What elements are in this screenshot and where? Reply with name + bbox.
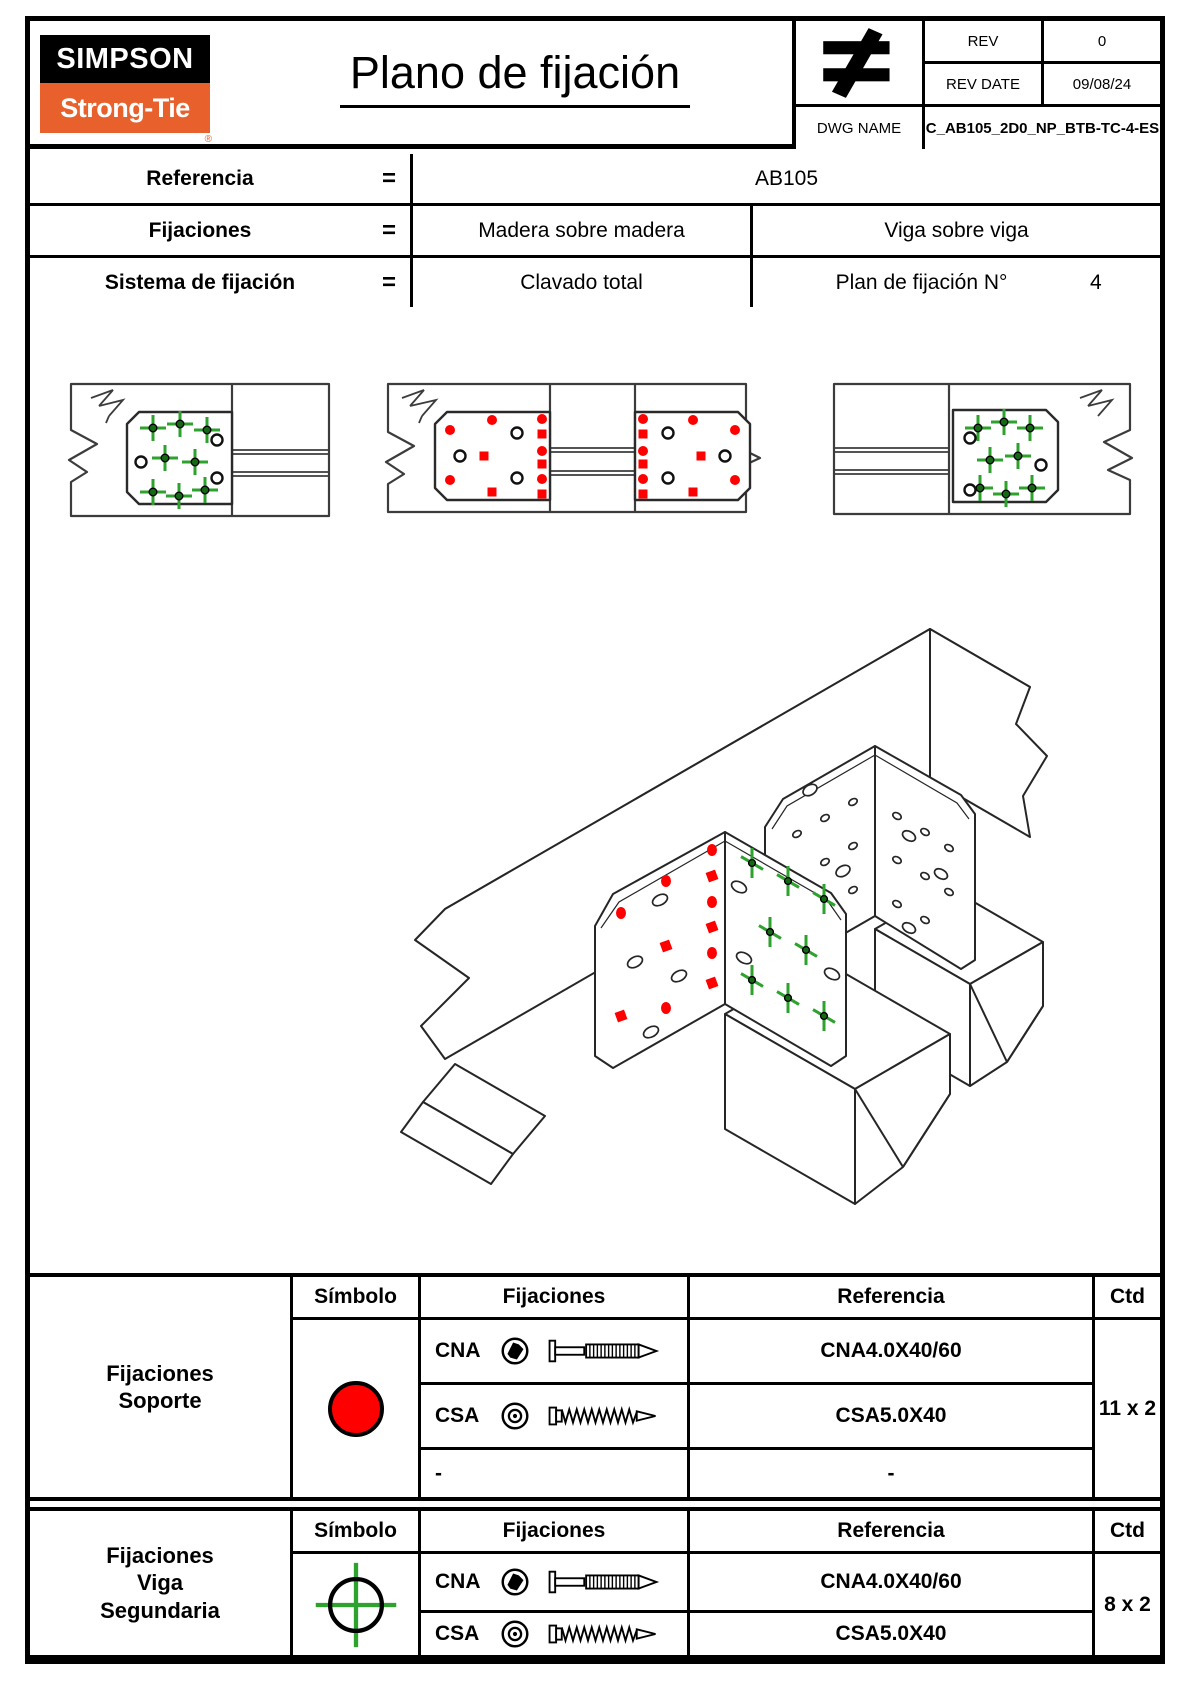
secondary-beam-fixings-table — [30, 1507, 1160, 1659]
info-value-fijaciones-right: Viga sobre viga — [753, 206, 1160, 255]
support-qty: 11 x 2 — [1095, 1320, 1160, 1497]
red-dot-icon — [328, 1381, 384, 1437]
header-simbolo: Símbolo — [293, 1511, 418, 1551]
cna-head-icon — [498, 1334, 532, 1368]
fixing-row-csa: CSA — [421, 1385, 687, 1447]
reference-cna: CNA4.0X40/60 — [690, 1554, 1092, 1610]
revision-table — [792, 21, 1160, 149]
fixing-row-cna: CNA — [421, 1320, 687, 1382]
csa-screw-icon — [545, 1401, 661, 1431]
csa-screw-icon — [545, 1619, 661, 1649]
header-fijaciones: Fijaciones — [421, 1277, 687, 1317]
sheet-frame — [25, 16, 1165, 1664]
reference-csa: CSA5.0X40 — [690, 1385, 1092, 1447]
simpson-strongtie-logo — [40, 35, 212, 145]
drawing-area — [30, 312, 1160, 1273]
fixing-row-empty: - — [421, 1450, 687, 1497]
info-label-fijaciones: Fijaciones = — [30, 206, 410, 255]
header-simbolo: Símbolo — [293, 1277, 418, 1317]
header-referencia: Referencia — [690, 1511, 1092, 1551]
title-block — [30, 21, 1160, 149]
info-label-referencia: Referencia = — [30, 154, 410, 203]
not-equal-symbol-icon — [796, 21, 922, 104]
support-symbol-red-dot — [293, 1320, 418, 1497]
secondary-table-label: Fijaciones Viga Segundaria — [30, 1511, 290, 1655]
fixing-row-cna: CNA — [421, 1554, 687, 1610]
registered-mark: ® — [204, 134, 212, 145]
csa-head-icon — [498, 1399, 532, 1433]
rev-date-label: REV DATE — [925, 64, 1041, 104]
secondary-qty: 8 x 2 — [1095, 1554, 1160, 1655]
rev-label: REV — [925, 21, 1041, 61]
reference-csa: CSA5.0X40 — [690, 1613, 1092, 1655]
green-crosshair-icon — [310, 1559, 402, 1651]
logo-strongtie: Strong-Tie — [40, 83, 210, 133]
fixing-row-csa: CSA — [421, 1613, 687, 1655]
header-ctd: Ctd — [1095, 1511, 1160, 1551]
info-value-sistema-left: Clavado total — [413, 258, 750, 307]
reference-cna: CNA4.0X40/60 — [690, 1320, 1092, 1382]
info-value-referencia: AB105 — [413, 154, 1160, 203]
rev-date-value: 09/08/24 — [1044, 64, 1160, 104]
page-title: Plano de fijación — [265, 47, 765, 108]
csa-head-icon — [498, 1617, 532, 1651]
header-referencia: Referencia — [690, 1277, 1092, 1317]
support-table-label: Fijaciones Soporte — [30, 1277, 290, 1497]
reference-empty: - — [690, 1450, 1092, 1497]
reference-info-table — [30, 154, 1160, 307]
dwg-name-label: DWG NAME — [796, 107, 922, 149]
secondary-symbol-crosshair — [293, 1554, 418, 1655]
dwg-name-value: C_AB105_2D0_NP_BTB-TC-4-ES — [925, 107, 1160, 149]
info-value-plan-number: Plan de fijación N° 4 — [753, 258, 1160, 307]
cna-head-icon — [498, 1565, 532, 1599]
header-fijaciones: Fijaciones — [421, 1511, 687, 1551]
isometric-view — [395, 584, 1085, 1272]
cna-nail-icon — [545, 1336, 661, 1366]
logo-simpson: SIMPSON — [40, 35, 210, 83]
info-label-sistema: Sistema de fijación = — [30, 258, 410, 307]
plan-view-left — [65, 380, 335, 520]
plan-view-right — [830, 378, 1138, 518]
info-value-fijaciones-left: Madera sobre madera — [413, 206, 750, 255]
rev-value: 0 — [1044, 21, 1160, 61]
plan-view-middle — [372, 378, 764, 518]
header-ctd: Ctd — [1095, 1277, 1160, 1317]
cna-nail-icon — [545, 1567, 661, 1597]
support-fixings-table — [30, 1273, 1160, 1501]
